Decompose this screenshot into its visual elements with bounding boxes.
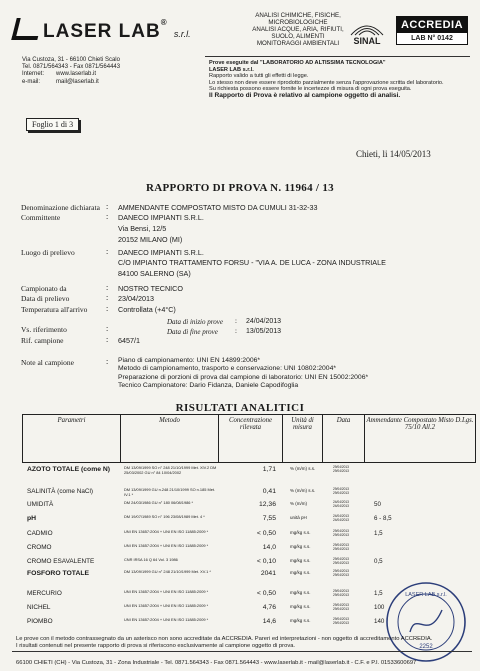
note-line: LASER LAB s.r.l. — [209, 66, 254, 73]
colon: : — [106, 283, 109, 292]
data-prelievo-value: 23/04/2013 — [118, 294, 154, 303]
row-parameter: CROMO ESAVALENTE — [27, 558, 95, 565]
header-unita: Unità di misura — [283, 415, 323, 462]
service-line: MICROBIOLOGICHE — [268, 19, 328, 26]
luogo-label: Luogo di prelievo — [21, 248, 75, 257]
row-unit: mg/kg s.s. — [290, 544, 311, 549]
committente-line: 20152 MILANO (MI) — [118, 235, 183, 244]
row-parameter: MERCURIO — [27, 590, 62, 597]
row-value: 2041 — [260, 570, 276, 577]
row-method: DM 24/03/1986 GU n° 180 06/08/1986 * — [124, 500, 194, 505]
temperatura-value: Controllata (+4°C) — [118, 305, 176, 314]
row-value: 12,36 — [258, 501, 276, 508]
header-parametri: Parametri — [23, 415, 121, 462]
row-parameter: FOSFORO TOTALE — [27, 570, 90, 577]
row-value: 14,6 — [262, 618, 276, 625]
service-line: ANALISI CHIMICHE, FISICHE, — [255, 12, 341, 19]
note-line: Rapporto valido a tutti gli effetti di legge. — [209, 73, 309, 80]
row-parameter: SALINITÀ (come NaCl) — [27, 488, 94, 495]
table-row — [22, 544, 474, 558]
email-label: e-mail: — [22, 78, 41, 85]
row-parameter: AZOTO TOTALE (come N) — [27, 466, 111, 473]
row-value: < 0,50 — [256, 590, 276, 597]
accredia-name: ACCREDIA — [397, 17, 467, 33]
internet-label: Internet: — [22, 71, 45, 78]
row-limit: 1,5 — [374, 590, 383, 597]
sheet-label: Foglio 1 di 3 — [26, 118, 79, 131]
email-row — [22, 79, 120, 86]
footer-address: 66100 CHIETI (CH) - Via Custoza, 31 - Zona Industriale - Tel. 0871.564343 - Fax 0871.564443 - www.laserlab.it - mail@laserlab.it - C.F. e P.I. 01533600697 — [16, 660, 417, 666]
row-date: 29/04/2013 29/04/2013 — [333, 543, 349, 551]
note-line: Prove eseguite dal "LABORATORIO AD ALTISSIMA TECNOLOGIA" — [209, 60, 386, 66]
committente-line: DANECO IMPIANTI S.R.L. — [118, 213, 204, 222]
row-value: 0,41 — [262, 488, 276, 495]
stamp-number: 2252 — [419, 644, 433, 650]
report-validity-note — [209, 60, 474, 100]
sinal-mark-icon — [347, 15, 387, 51]
colon: : — [106, 357, 109, 366]
table-row — [22, 515, 474, 529]
row-date: 29/04/2013 29/04/2013 — [333, 465, 349, 473]
colon: : — [235, 327, 237, 335]
row-parameter: CADMIO — [27, 530, 53, 537]
row-method: UNI EN 13657:2004 + UNI EN ISO 11885:2009 * — [124, 589, 209, 594]
row-method: DM 13/09/1999 SO n° 248 21/10/1999 Met. XIV.2 DM 25/03/2002 GU n° 84 10/04/2002 — [124, 465, 217, 475]
row-method: DM 13/09/1999 GU n° 248 21/10/1999 Met. XV.1 * — [124, 569, 211, 574]
row-date: 29/04/2013 29/04/2013 — [333, 589, 349, 597]
row-value: 7,55 — [262, 515, 276, 522]
row-unit: unità pH — [290, 515, 307, 520]
temperatura-label: Temperatura all'arrivo — [21, 305, 88, 314]
row-value: 14,0 — [262, 544, 276, 551]
row-limit: 50 — [374, 501, 381, 508]
header-data: Data — [323, 415, 365, 462]
colon: : — [106, 212, 109, 221]
header-concentrazione: Concentrazione rilevata — [219, 415, 283, 462]
inizio-prove-label: Data di inizio prove — [167, 318, 223, 326]
colon: : — [106, 202, 109, 211]
row-date: 24/04/2013 24/04/2013 — [333, 500, 349, 508]
address-line-1: Via Custoza, 31 - 66100 Chieti Scalo — [22, 57, 120, 63]
row-method: UNI EN 13657:2004 + UNI EN ISO 11885:2009 * — [124, 603, 209, 608]
luogo-line: 84100 SALERNO (SA) — [118, 269, 191, 278]
data-prelievo-label: Data di prelievo — [21, 294, 70, 303]
service-line: MONITORAGGI AMBIENTALI — [256, 40, 340, 47]
riferimento-label: Vs. riferimento — [21, 325, 67, 334]
row-date: 29/04/2013 29/04/2013 — [333, 529, 349, 537]
rif-campione-label: Rif. campione — [21, 336, 64, 345]
fine-prove-label: Data di fine prove — [167, 328, 218, 336]
row-date: 24/04/2013 24/04/2013 — [333, 514, 349, 522]
row-parameter: PIOMBO — [27, 618, 53, 625]
row-limit: 0,5 — [374, 558, 383, 565]
sinal-label: SINAL — [353, 36, 381, 46]
results-table-header — [22, 414, 476, 463]
service-line: ANALISI ACQUE, ARIA, RIFIUTI, — [252, 26, 344, 33]
note-campione-label: Note al campione — [21, 358, 74, 367]
row-date: 29/04/2013 29/04/2013 — [333, 617, 349, 625]
colon: : — [235, 317, 237, 325]
footer-note-line: Le prove con il metodo contrassegnato da un asterisco non sono accreditate da ACCREDIA. Pareri ed interpretazioni - non oggetto di accreditamento ACCREDIA. — [16, 636, 433, 642]
row-limit: 1,5 — [374, 530, 383, 537]
internet-value: www.laserlab.it — [56, 71, 97, 78]
row-limit: 140 — [374, 618, 385, 625]
row-parameter: CROMO — [27, 544, 52, 551]
rif-campione-value: 6457/1 — [118, 336, 140, 345]
internet-row — [22, 71, 120, 78]
header-ammendante: Ammendante Compostato Misto D.Lgs. 75/10 All.2 — [366, 417, 474, 431]
row-value: 1,71 — [262, 466, 276, 473]
row-date: 29/04/2013 29/04/2013 — [333, 557, 349, 565]
logo-text: LASER LAB — [43, 21, 161, 42]
committente-line: Via Bensi, 12/5 — [118, 224, 167, 233]
row-unit: mg/kg s.s. — [290, 604, 311, 609]
row-method: UNI EN 13657:2004 + UNI EN ISO 11885:2009 * — [124, 617, 209, 622]
table-row — [22, 466, 474, 480]
row-parameter: NICHEL — [27, 604, 51, 611]
fine-prove-value: 13/05/2013 — [246, 328, 282, 335]
row-limit: 6 - 8,5 — [374, 515, 392, 522]
note-campione-line: Tecnico Campionatore: Dario Fidanza, Daniele Capodifoglia — [118, 382, 299, 390]
row-unit: mg/kg s.s. — [290, 570, 311, 575]
accredia-badge — [396, 16, 468, 45]
row-limit: 100 — [374, 604, 385, 611]
laser-lab-logo-icon — [11, 18, 42, 40]
note-campione-line: Preparazione di porzioni di prova dal campione di laboratorio: UNI EN 15002:2006* — [118, 373, 369, 381]
footer-note — [16, 636, 432, 650]
email-value: mail@laserlab.it — [56, 78, 99, 85]
row-unit: mg/kg s.s. — [290, 530, 311, 535]
logo-registered-mark: ® — [160, 18, 168, 27]
row-unit: % (m/m) s.s. — [290, 466, 316, 471]
header-metodo: Metodo — [121, 415, 219, 462]
company-logo — [14, 18, 191, 43]
committente-label: Committente — [21, 213, 61, 222]
row-unit: % (m/m) s.s. — [290, 488, 316, 493]
row-value: 4,76 — [262, 604, 276, 611]
row-value: < 0,10 — [256, 558, 276, 565]
row-method: DM 13/09/1999 GU n.248 21/10/1999 SO n.185 Met. IV.1 * — [124, 487, 216, 497]
note-campione-line: Metodo di campionamento, trasporto e conservazione: UNI 10802:2004* — [118, 365, 337, 373]
footer-note-line: I risultati contenuti nel presente rapporto di prova si riferiscono esclusivamente al campione oggetto di prova. — [16, 643, 296, 649]
campionato-label: Campionato da — [21, 284, 67, 293]
row-unit: mg/kg s.s. — [290, 558, 311, 563]
note-campione-line: Piano di campionamento: UNI EN 14899:2006* — [118, 357, 261, 364]
colon: : — [106, 293, 109, 302]
note-line: Su richiesta possono essere fornite le incertezze di misura di ogni prova eseguita. — [209, 86, 412, 93]
row-method: UNI EN 13657:2004 + UNI EN ISO 11885:2009 * — [124, 529, 209, 534]
row-date: 29/04/2013 29/04/2013 — [333, 603, 349, 611]
campionato-value: NOSTRO TECNICO — [118, 284, 183, 293]
note-line: Lo stesso non deve essere riprodotto parzialmente senza l'approvazione scritta del laboratorio. — [209, 79, 444, 86]
note-line: Il Rapporto di Prova è relativo al campione oggetto di analisi. — [209, 91, 401, 99]
colon: : — [106, 247, 109, 256]
luogo-line: C/O IMPIANTO TRATTAMENTO FORSU - "VIA A. DE LUCA - ZONA INDUSTRIALE — [118, 258, 386, 267]
accredia-lab-number: LAB N° 0142 — [411, 35, 453, 42]
colon: : — [106, 335, 109, 344]
row-parameter: pH — [27, 515, 37, 522]
header-divider — [205, 56, 470, 57]
row-value: < 0,50 — [256, 530, 276, 537]
row-date: 29/04/2013 29/04/2013 — [333, 569, 349, 577]
row-unit: mg/kg s.s. — [290, 590, 311, 595]
row-method: DM 19/07/1989 SO n° 196 23/08/1989 Met. 4 * — [124, 514, 205, 519]
row-parameter: UMIDITÀ — [27, 501, 54, 508]
row-method: CNR IRSA 16 Q 64 Vol. 3 1986 — [124, 557, 178, 562]
row-date: 29/04/2013 29/04/2013 — [333, 487, 349, 495]
table-row — [22, 501, 474, 515]
table-row — [22, 530, 474, 544]
inizio-prove-value: 24/04/2013 — [246, 318, 282, 325]
denominazione-value: AMMENDANTE COMPOSTATO MISTO DA CUMULI 31-32-33 — [118, 203, 318, 212]
denominazione-label: Denominazione dichiarata — [21, 203, 100, 212]
row-method: UNI EN 13657:2004 + UNI EN ISO 11885:2009 * — [124, 543, 209, 548]
service-line: SUOLO, ALIMENTI — [271, 33, 325, 40]
row-unit: mg/kg s.s. — [290, 618, 311, 623]
colon: : — [106, 304, 109, 313]
report-date: Chieti, li 14/05/2013 — [356, 149, 431, 159]
results-title: RISULTATI ANALITICI — [175, 402, 305, 414]
report-title: RAPPORTO DI PROVA N. 11964 / 13 — [146, 182, 334, 194]
row-unit: % (m/m) — [290, 501, 307, 506]
footer-divider — [12, 651, 472, 652]
note-campione-text — [118, 357, 368, 391]
stamp-text: LASER LAB s.r.l. — [405, 592, 447, 598]
company-address — [22, 57, 120, 86]
address-line-2: Tel. 0871/564343 - Fax 0871/564443 — [22, 64, 121, 71]
luogo-line: DANECO IMPIANTI S.R.L. — [118, 248, 204, 257]
table-row — [22, 488, 474, 502]
colon: : — [106, 324, 109, 333]
logo-suffix: s.r.l. — [173, 29, 191, 39]
